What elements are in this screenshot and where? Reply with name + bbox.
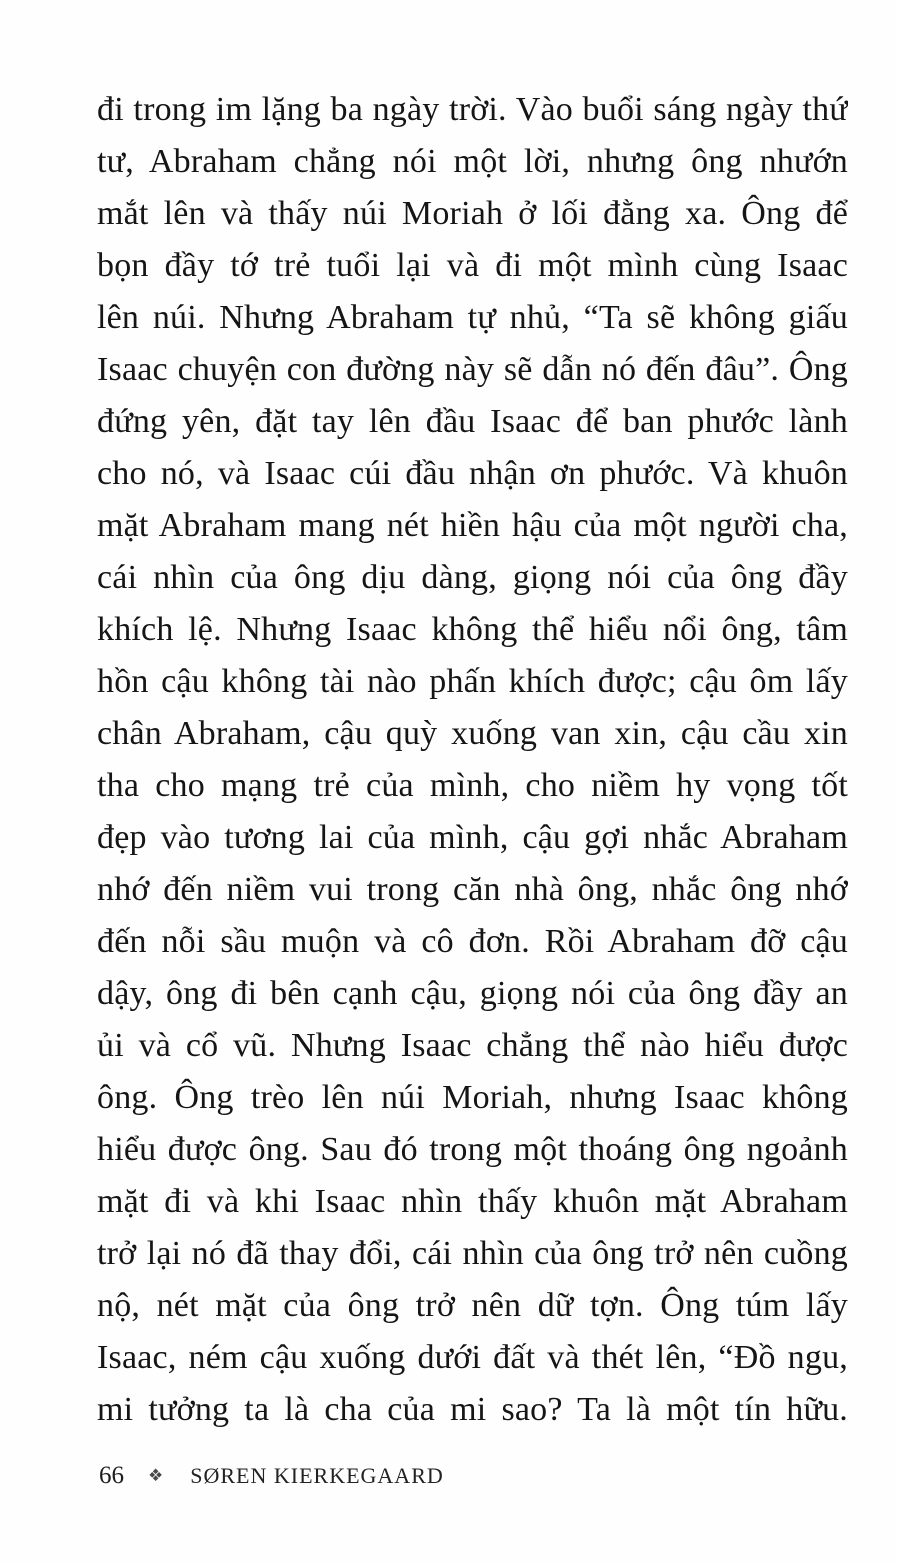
text-line: mi tưởng ta là cha của mi sao? Ta là một tín hữu.: [97, 1391, 848, 1428]
text-line: nộ, nét mặt của ông trở nên dữ tợn. Ông túm lấy: [97, 1287, 848, 1324]
text-line: chân Abraham, cậu quỳ xuống van xin, cậu cầu xin: [97, 715, 848, 752]
text-line: khích lệ. Nhưng Isaac không thể hiểu nổi ông, tâm: [97, 611, 848, 648]
text-line: lên núi. Nhưng Abraham tự nhủ, “Ta sẽ không giấu: [97, 299, 848, 336]
text-line: tư, Abraham chẳng nói một lời, nhưng ông nhướn: [97, 143, 848, 180]
text-line: Isaac, ném cậu xuống dưới đất và thét lên, “Đồ ngu,: [97, 1339, 848, 1376]
text-line: mắt lên và thấy núi Moriah ở lối đằng xa. Ông để: [97, 195, 848, 232]
text-line: mặt Abraham mang nét hiền hậu của một người cha,: [97, 507, 848, 544]
text-line: cho nó, và Isaac cúi đầu nhận ơn phước. Và khuôn: [97, 455, 848, 492]
text-line: đến nỗi sầu muộn và cô đơn. Rồi Abraham đỡ cậu: [97, 923, 848, 960]
text-line: Isaac chuyện con đường này sẽ dẫn nó đến đâu”. Ông: [97, 351, 848, 388]
page-footer: [97, 1462, 848, 1502]
running-title: SØREN KIERKEGAARD: [190, 1463, 444, 1488]
text-line: tha cho mạng trẻ của mình, cho niềm hy vọng tốt: [97, 767, 848, 804]
text-line: đẹp vào tương lai của mình, cậu gợi nhắc Abraham: [97, 819, 848, 856]
body-text: [97, 84, 848, 1436]
text-line: bọn đầy tớ trẻ tuổi lại và đi một mình cùng Isaac: [97, 247, 848, 284]
ornament-icon: ❖: [148, 1466, 164, 1485]
text-line: hồn cậu không tài nào phấn khích được; cậu ôm lấy: [97, 663, 848, 700]
page-number: 66: [99, 1462, 124, 1489]
text-line: trở lại nó đã thay đổi, cái nhìn của ông trở nên cuồng: [97, 1235, 848, 1272]
text-line: hiểu được ông. Sau đó trong một thoáng ông ngoảnh: [97, 1131, 848, 1168]
text-line: đi trong im lặng ba ngày trời. Vào buổi sáng ngày thứ: [97, 91, 848, 128]
text-line: ủi và cổ vũ. Nhưng Isaac chẳng thể nào hiểu được: [97, 1027, 848, 1064]
text-line: mặt đi và khi Isaac nhìn thấy khuôn mặt Abraham: [97, 1183, 848, 1220]
text-line: dậy, ông đi bên cạnh cậu, giọng nói của ông đầy an: [97, 975, 848, 1012]
text-line: cái nhìn của ông dịu dàng, giọng nói của ông đầy: [97, 559, 848, 596]
text-line: nhớ đến niềm vui trong căn nhà ông, nhắc ông nhớ: [97, 871, 848, 908]
text-line: đứng yên, đặt tay lên đầu Isaac để ban phước lành: [97, 403, 848, 440]
text-line: ông. Ông trèo lên núi Moriah, nhưng Isaac không: [97, 1079, 848, 1116]
